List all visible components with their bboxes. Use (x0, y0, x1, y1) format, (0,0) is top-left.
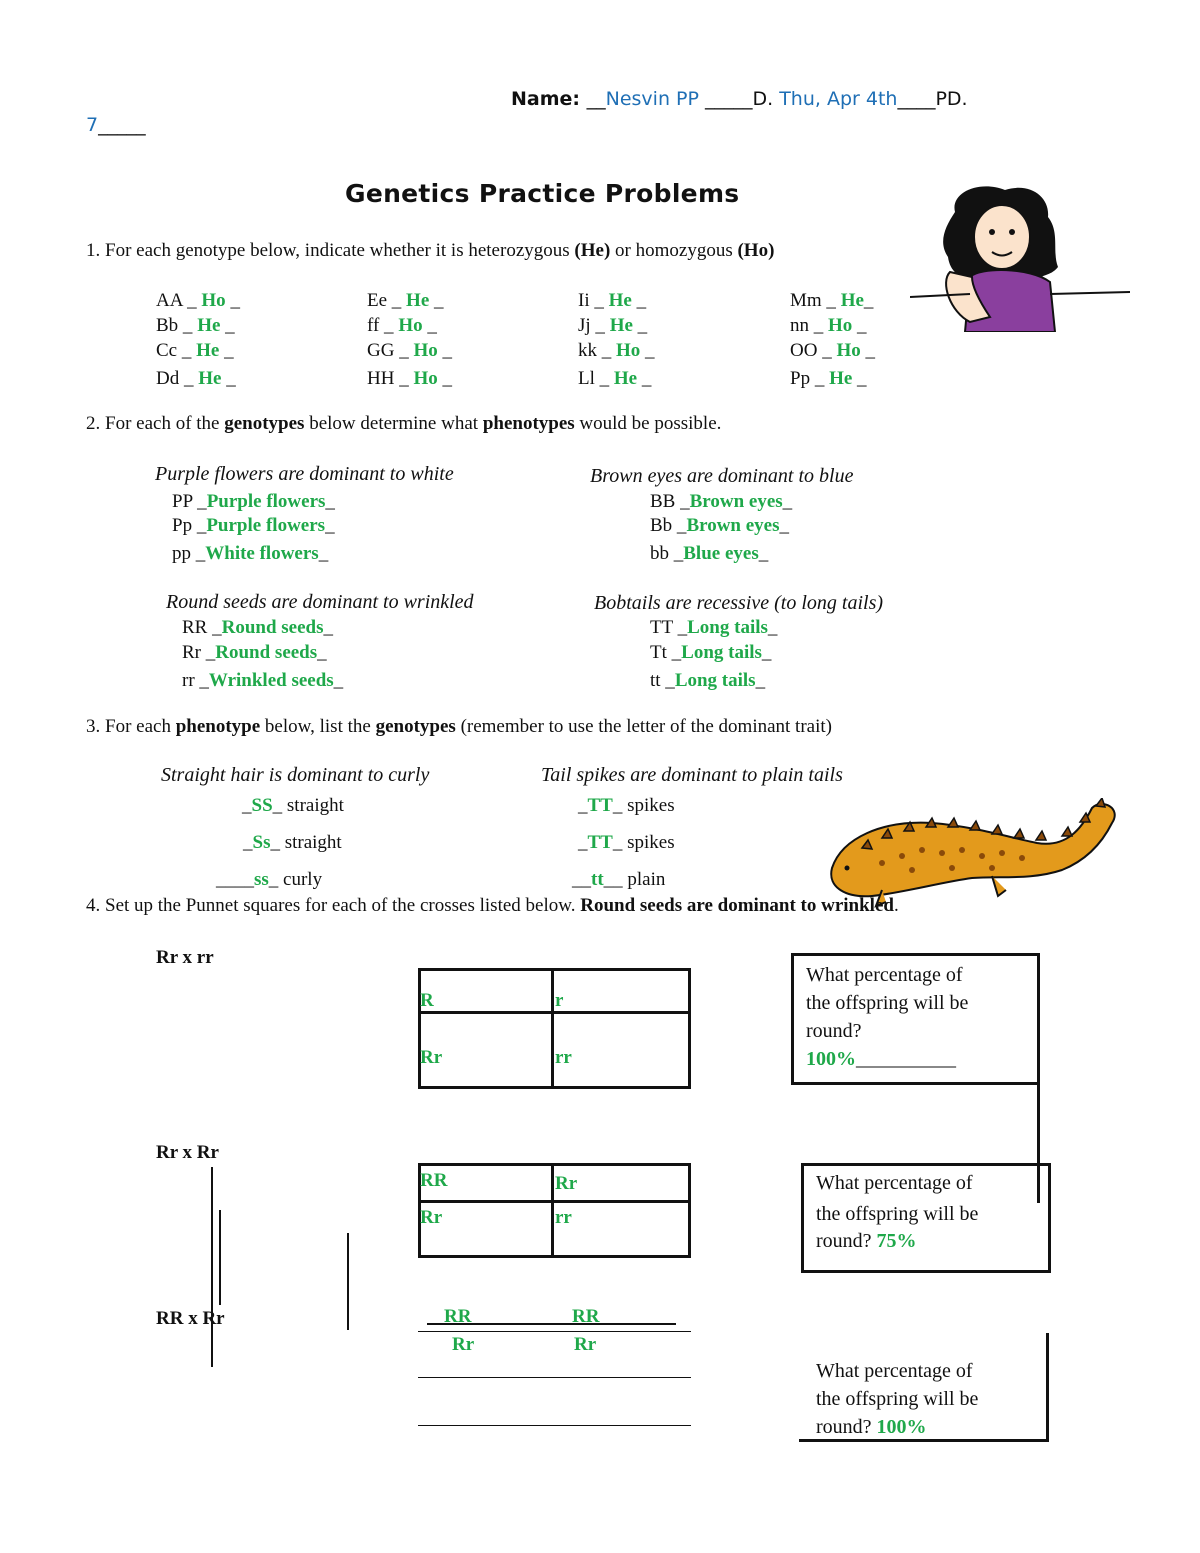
genotype-label: bb _ (650, 543, 684, 564)
genotype-item: AA _ Ho _ (156, 290, 240, 311)
genotype-answer[interactable]: TT (587, 832, 613, 853)
genotype-answer[interactable]: TT (587, 795, 613, 816)
genotype-answer[interactable]: tt (591, 869, 604, 890)
question-box-3: What percentage of the offspring will be round? 100% (816, 1360, 979, 1438)
genotype-item: GG _ Ho _ (367, 340, 452, 361)
zygosity-answer[interactable]: He (406, 290, 430, 311)
punnet-2-cell[interactable]: RR (420, 1170, 448, 1191)
phenotype-row: PP _Purple flowers_ (172, 491, 335, 512)
phenotype-answer[interactable]: Wrinkled seeds (208, 670, 334, 691)
punnet-2-cell[interactable]: rr (555, 1207, 572, 1228)
genotype-label: nn _ (790, 315, 828, 336)
phenotype-row: BB _Brown eyes_ (650, 491, 793, 512)
punnet-square-1[interactable] (418, 968, 691, 1089)
genotype-label: Dd _ (156, 368, 199, 389)
genotype-label: HH _ (367, 368, 414, 389)
genotype-row: _Ss_ straight (243, 832, 342, 853)
zygosity-answer[interactable]: He (840, 290, 864, 311)
phenotype-label: _ spikes (612, 795, 675, 816)
genotype-label: Tt _ (650, 642, 682, 663)
genotype-label: Rr _ (182, 642, 216, 663)
genotype-item: Jj _ He _ (578, 315, 648, 336)
phenotype-answer[interactable]: Round seeds (221, 617, 324, 638)
genotype-row: __tt__ plain (572, 869, 666, 890)
phenotype-answer[interactable]: Purple flowers (206, 491, 326, 512)
punnet-3-cell[interactable]: RR (572, 1306, 600, 1327)
phenotype-answer[interactable]: Long tails (681, 642, 762, 663)
name-label: Name: (511, 88, 587, 110)
genotype-answer[interactable]: SS (251, 795, 273, 816)
genotype-label: ff _ (367, 315, 399, 336)
answer-1[interactable]: 100% (806, 1048, 856, 1070)
phenotype-answer[interactable]: Purple flowers (206, 515, 326, 536)
zygosity-answer[interactable]: He (829, 368, 853, 389)
dominance-heading: Brown eyes are dominant to blue (590, 465, 854, 487)
genotype-label: Mm _ (790, 290, 841, 311)
phenotype-answer[interactable]: Brown eyes (689, 491, 783, 512)
phenotype-row: TT _Long tails_ (650, 617, 778, 638)
genotype-label: Pp _ (172, 515, 207, 536)
zygosity-answer[interactable]: Ho (398, 315, 423, 336)
genotype-label: tt _ (650, 670, 675, 691)
student-name[interactable]: Nesvin PP (605, 88, 699, 110)
punnet-2-cell[interactable]: Rr (420, 1207, 443, 1228)
punnet-1-cell[interactable]: r (555, 990, 564, 1011)
genotype-label: AA _ (156, 290, 202, 311)
dominance-heading: Round seeds are dominant to wrinkled (166, 591, 474, 613)
q3-prompt: 3. For each phenotype below, list the genotypes (remember to use the letter of the dominant trait) (86, 716, 832, 737)
zygosity-answer[interactable]: He (198, 368, 222, 389)
genotype-row: _SS_ straight (242, 795, 344, 816)
phenotype-row: tt _Long tails_ (650, 670, 766, 691)
phenotype-label: _ straight (272, 795, 344, 816)
genotype-item: Ee _ He _ (367, 290, 444, 311)
genotype-item: OO _ Ho _ (790, 340, 875, 361)
zygosity-answer[interactable]: Ho (836, 340, 861, 361)
genotype-row: ____ss_ curly (216, 869, 323, 890)
zygosity-answer[interactable]: Ho (201, 290, 226, 311)
zygosity-answer[interactable]: Ho (413, 368, 438, 389)
zygosity-answer[interactable]: Ho (413, 340, 438, 361)
genotype-item: Ii _ He _ (578, 290, 647, 311)
cross-1-label: Rr x rr (156, 947, 214, 968)
phenotype-answer[interactable]: White flowers (205, 543, 319, 564)
genotype-answer[interactable]: ss (254, 869, 269, 890)
phenotype-row: bb _Blue eyes_ (650, 543, 769, 564)
genotype-item: Bb _ He _ (156, 315, 235, 336)
genotype-label: Ll _ (578, 368, 614, 389)
genotype-label: Bb _ (156, 315, 198, 336)
answer-3[interactable]: 100% (876, 1416, 927, 1438)
genotype-item: Pp _ He _ (790, 368, 867, 389)
phenotype-answer[interactable]: Blue eyes (683, 543, 759, 564)
phenotype-answer[interactable]: Brown eyes (686, 515, 780, 536)
punnet-1-cell[interactable]: Rr (420, 1047, 443, 1068)
punnet-3-cell[interactable]: RR (444, 1306, 472, 1327)
question-box-1: What percentage of the offspring will be round? 100%__________ (806, 964, 969, 1070)
name-line: Name: __Nesvin PP _____D. Thu, Apr 4th____PD. (511, 88, 968, 110)
page-title: Genetics Practice Problems (345, 179, 740, 208)
genotype-label: kk _ (578, 340, 616, 361)
period-value[interactable]: 7 (86, 114, 99, 136)
punnet-3-cell[interactable]: Rr (452, 1334, 475, 1355)
phenotype-answer[interactable]: Long tails (687, 617, 768, 638)
lizard-clipart-icon (822, 798, 1132, 910)
genotype-label: OO _ (790, 340, 837, 361)
q1-prompt: 1. For each genotype below, indicate whether it is heterozygous (He) or homozygous (Ho) (86, 240, 775, 261)
zygosity-answer[interactable]: He (608, 290, 632, 311)
q4-prompt: 4. Set up the Punnet squares for each of the crosses listed below. Round seeds are dominant to wrinkled. (86, 895, 899, 916)
genotype-label: RR _ (182, 617, 222, 638)
zygosity-answer[interactable]: He (196, 340, 220, 361)
phenotype-answer[interactable]: Long tails (674, 670, 756, 691)
genotype-answer[interactable]: Ss (252, 832, 271, 853)
genotype-item: HH _ Ho _ (367, 368, 452, 389)
phenotype-label: _ straight (270, 832, 342, 853)
genotype-label: Jj _ (578, 315, 610, 336)
phenotype-label: _ curly (268, 869, 323, 890)
cross-3-label: RR x Rr (156, 1308, 225, 1329)
phenotype-row: Tt _Long tails_ (650, 642, 772, 663)
genotype-label: TT _ (650, 617, 688, 638)
genotype-item: Ll _ He _ (578, 368, 652, 389)
phenotype-row: pp _White flowers_ (172, 543, 329, 564)
punnet-2-cell[interactable]: Rr (555, 1173, 578, 1194)
phenotype-label: _ spikes (612, 832, 675, 853)
q2-prompt: 2. For each of the genotypes below determine what phenotypes would be possible. (86, 413, 722, 434)
genotype-item: kk _ Ho _ (578, 340, 655, 361)
phenotype-row: rr _Wrinkled seeds_ (182, 670, 344, 691)
genotype-label: Bb _ (650, 515, 687, 536)
phenotype-row: Rr _Round seeds_ (182, 642, 327, 663)
dominance-heading: Bobtails are recessive (to long tails) (594, 592, 884, 614)
dominance-heading: Purple flowers are dominant to white (155, 463, 454, 485)
punnet-1-cell[interactable]: rr (555, 1047, 572, 1068)
dominance-heading: Straight hair is dominant to curly (161, 764, 430, 786)
genotype-item: ff _ Ho _ (367, 315, 437, 336)
genotype-item: Mm _ He_ (790, 290, 874, 311)
genotype-row: _TT_ spikes (578, 832, 675, 853)
zygosity-answer[interactable]: He (613, 368, 638, 389)
girl-clipart-icon (910, 182, 1130, 332)
genotype-label: BB _ (650, 491, 690, 512)
genotype-item: nn _ Ho _ (790, 315, 867, 336)
phenotype-row: RR _Round seeds_ (182, 617, 334, 638)
genotype-label: GG _ (367, 340, 414, 361)
genotype-label: rr _ (182, 670, 209, 691)
answer-2[interactable]: 75% (876, 1230, 917, 1252)
phenotype-row: Pp _Purple flowers_ (172, 515, 335, 536)
genotype-label: PP _ (172, 491, 207, 512)
date-value[interactable]: Thu, Apr 4th (779, 88, 898, 110)
genotype-row: _TT_ spikes (578, 795, 675, 816)
punnet-1-cell[interactable]: R (420, 990, 434, 1011)
question-box-2: What percentage of the offspring will be round? 75% (816, 1172, 979, 1252)
phenotype-row: Bb _Brown eyes_ (650, 515, 789, 536)
genotype-label: Cc _ (156, 340, 197, 361)
dominance-heading: Tail spikes are dominant to plain tails (541, 764, 843, 786)
genotype-label: Ii _ (578, 290, 609, 311)
genotype-item: Cc _ He _ (156, 340, 234, 361)
genotype-label: Pp _ (790, 368, 830, 389)
zygosity-answer[interactable]: Ho (616, 340, 641, 361)
zygosity-answer[interactable]: Ho (828, 315, 853, 336)
zygosity-answer[interactable]: He (197, 315, 221, 336)
punnet-3-cell[interactable]: Rr (574, 1334, 597, 1355)
genotype-label: pp _ (172, 543, 206, 564)
zygosity-answer[interactable]: He (609, 315, 633, 336)
period-line: 7_____ (86, 114, 146, 136)
phenotype-label: __ plain (603, 869, 666, 890)
genotype-label: Ee _ (367, 290, 407, 311)
genotype-item: Dd _ He _ (156, 368, 236, 389)
cross-2-label: Rr x Rr (156, 1142, 219, 1163)
phenotype-answer[interactable]: Round seeds (215, 642, 318, 663)
